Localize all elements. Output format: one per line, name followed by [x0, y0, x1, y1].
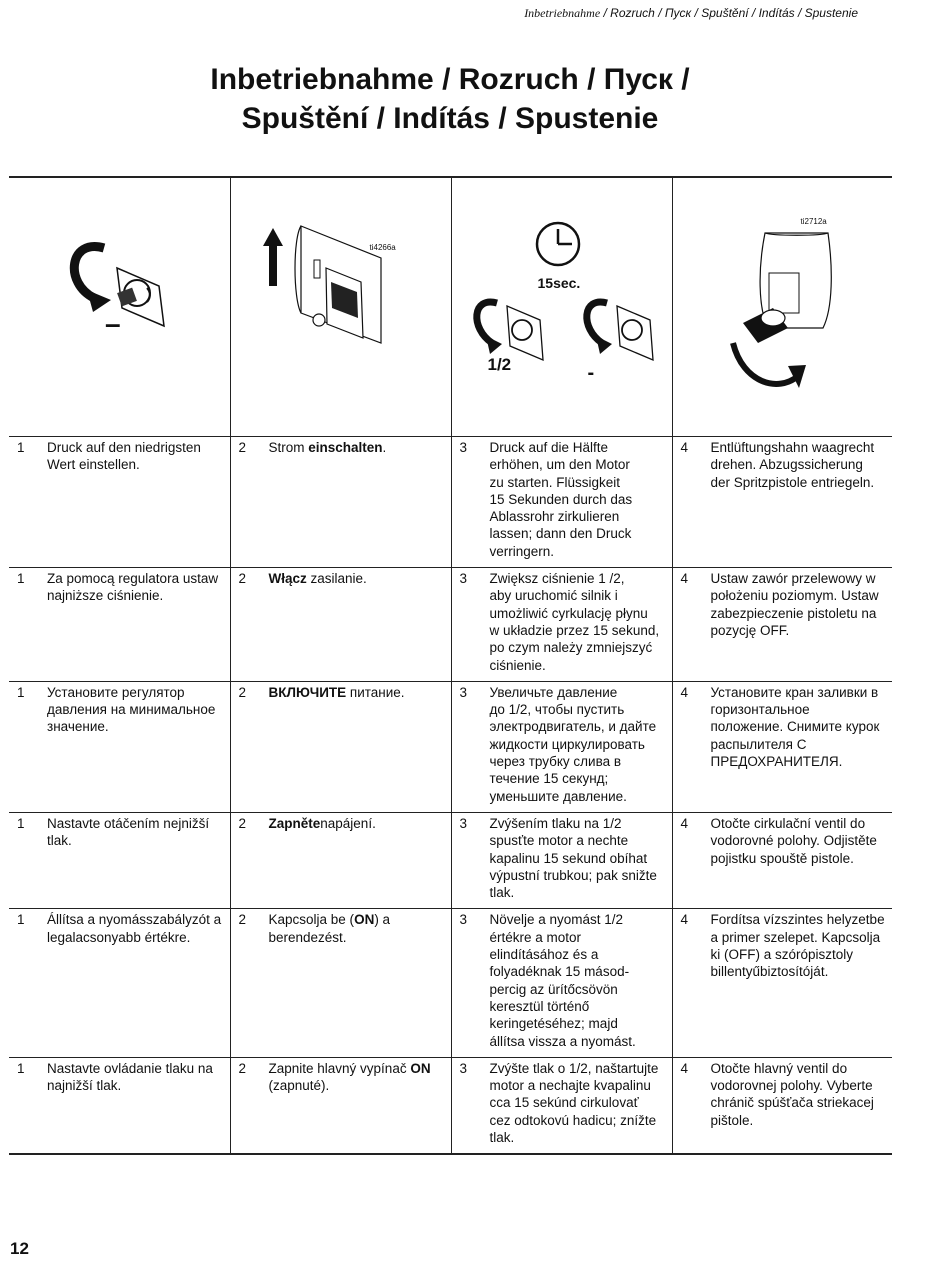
step-text-part: питание.: [346, 684, 405, 700]
figure-step-4: [672, 177, 892, 437]
step-cell: [9, 681, 230, 812]
step-text: [711, 684, 887, 770]
step-text: [269, 684, 445, 701]
step-text: [711, 439, 887, 491]
step-number: 2: [238, 684, 247, 700]
step-text-part: (zapnuté).: [268, 1078, 330, 1094]
page-title-line-1: Inbetriebnahme / Rozruch / Пуск /: [210, 63, 690, 96]
step-cell: [451, 812, 672, 908]
step-row-cs: [9, 812, 892, 908]
step-text-bold: Zapněte: [268, 815, 321, 831]
step-row-hu: [9, 909, 892, 1057]
step-number: 1: [17, 1060, 25, 1076]
step-text-bold: Włącz: [268, 571, 307, 587]
step-text: [269, 911, 445, 946]
step-text-bold: ON: [410, 1060, 431, 1076]
step-text: [47, 570, 224, 605]
step-text-part: ) a berendezést.: [268, 912, 391, 945]
step-text: [490, 1060, 666, 1146]
running-header: [524, 6, 858, 21]
step-text: [47, 815, 224, 850]
step-number: 3: [459, 684, 468, 700]
power-switch-on-icon: [231, 178, 452, 436]
step-text: [490, 911, 666, 1049]
step-number: 4: [680, 571, 689, 587]
step-cell: [451, 909, 672, 1057]
step-cell: [230, 437, 451, 568]
step-number: 4: [680, 684, 689, 700]
step-text: [269, 815, 445, 832]
step-number: 4: [680, 815, 689, 831]
running-header-first: Inbetriebnahme: [524, 6, 601, 20]
step-text: [47, 911, 224, 946]
step-text-part: napájení.: [320, 815, 376, 831]
step-text: [47, 1060, 224, 1095]
step-text-part: Zapnite hlavný vypínač: [268, 1060, 411, 1076]
running-header-rest: / Rozruch / Пуск / Spuštění / Indítás / Spustenie: [600, 6, 858, 20]
pressure-knob-turn-down-icon: [9, 178, 230, 436]
step-text-part: Установите регулятор давления на минимальное значение.: [47, 684, 216, 735]
step-number: 3: [459, 571, 468, 587]
step-number: 3: [459, 1060, 468, 1076]
step-text: [269, 570, 445, 587]
step-cell: [672, 681, 892, 812]
step-number: 1: [17, 571, 25, 587]
step-number: 2: [238, 912, 247, 928]
figure-step-1: [9, 177, 230, 437]
step-cell: [672, 437, 892, 568]
step-text: [269, 439, 445, 456]
step-cell: [230, 1057, 451, 1154]
step-text-part: Fordítsa vízszintes helyzetbe a primer szelepet. Kapcsolja ki (OFF) a szórópisztoly billentyűbiztosítóját.: [710, 912, 885, 980]
step-text: [490, 570, 666, 674]
step-cell: [9, 1057, 230, 1154]
figure-step-3: [451, 177, 672, 437]
step-cell: [230, 812, 451, 908]
step-text: [711, 815, 887, 867]
step-text-part: Zvýšením tlaku na 1/2 spusťte motor a nechte kapalinu 15 sekund obíhat výpustní trubkou; pak snižte tlak.: [489, 815, 657, 901]
step-number: 4: [680, 1060, 689, 1076]
step-text: [47, 439, 224, 474]
step-number: 2: [238, 571, 247, 587]
step-text-part: Zwiększ ciśnienie 1 /2, aby uruchomić silnik i umożliwić cyrkulację płynu w układzie przez 15 sekund, po czym należy zmniejszyć ciśnienie.: [489, 571, 660, 673]
step-text-part: Állítsa a nyomásszabályzót a legalacsonyabb értékre.: [47, 912, 222, 945]
step-number: 2: [238, 815, 247, 831]
step-text-part: Kapcsolja be (: [268, 912, 355, 928]
step-row-pl: [9, 568, 892, 682]
step-text-bold: einschalten: [308, 440, 383, 455]
step-number: 1: [17, 684, 25, 700]
step-text-part: Druck auf den niedrigsten Wert einstellen.: [47, 440, 201, 473]
step-cell: [230, 681, 451, 812]
step-cell: [451, 1057, 672, 1154]
figure-ref-ti4266a: ti4266a: [369, 243, 396, 252]
step-cell: [672, 568, 892, 682]
step-cell: [672, 812, 892, 908]
step-text-part: Nastavte ovládanie tlaku na najnižší tlak.: [47, 1060, 213, 1094]
step-number: 2: [238, 440, 247, 455]
knob-minus-icon: [586, 302, 652, 360]
half-pressure-label: 1/2: [487, 355, 512, 374]
step-number: 4: [680, 440, 689, 455]
page-title-line-2: Spuštění / Indítás / Spustenie: [241, 102, 659, 135]
step-cell: [230, 568, 451, 682]
step-text: [47, 684, 224, 736]
step-text-part: Ustaw zawór przelewowy w położeniu poziomym. Ustaw zabezpieczenie pistoletu na pozycję OFF.: [710, 571, 879, 638]
step-text-part: Otočte cirkulační ventil do vodorovné polohy. Odjistěte pojistku spouště pistole.: [710, 815, 877, 866]
step-row-sk: [9, 1057, 892, 1154]
step-text: [490, 815, 666, 901]
step-text-part: Установите кран заливки в горизонтальное положение. Снимите курок распылителя С ПРЕДОХРАНИТЕЛЯ.: [710, 684, 880, 770]
step-number: 4: [680, 912, 689, 928]
step-number: 1: [17, 815, 25, 831]
figure-ref-ti2712a: ti2712a: [800, 217, 827, 226]
step-cell: [451, 437, 672, 568]
step-row-de: [9, 437, 892, 568]
time-label: 15sec.: [537, 275, 581, 291]
step-text-bold: ON: [354, 912, 375, 928]
step-number: 3: [459, 912, 468, 928]
minus-label: –: [105, 308, 121, 339]
step-number: 1: [17, 912, 25, 928]
prime-valve-horizontal-icon: [673, 178, 893, 436]
step-text: [269, 1060, 445, 1095]
step-number: 2: [238, 1060, 247, 1076]
step-text: [711, 1060, 887, 1129]
step-text-part: .: [382, 440, 387, 455]
page-number: 12: [10, 1239, 29, 1258]
step-text: [490, 684, 666, 805]
step-text-part: Zvýšte tlak o 1/2, naštartujte motor a nechajte kvapalinu cca 15 sekúnd cirkulovať cez odtokovú hadicu; znížte tlak.: [489, 1060, 659, 1145]
step-text-part: Strom: [268, 440, 309, 455]
step-text: [490, 439, 666, 560]
startup-steps-table: [9, 176, 892, 1155]
step-number: 1: [17, 440, 25, 455]
step-cell: [451, 568, 672, 682]
clock-icon: [452, 178, 673, 436]
step-number: 3: [459, 440, 468, 455]
step-text-part: Za pomocą regulatora ustaw najniższe ciśnienie.: [47, 571, 219, 604]
step-cell: [451, 681, 672, 812]
step-text-bold: ВКЛЮЧИТЕ: [268, 684, 347, 700]
step-cell: [9, 437, 230, 568]
step-cell: [9, 568, 230, 682]
step-text-part: zasilanie.: [306, 571, 367, 587]
figure-step-2: [230, 177, 451, 437]
step-text-part: Увеличьте давление до 1/2, чтобы пустить электродвигатель, и дайте жидкости циркулировать через трубку слива в течение 15 секунд; уменьшите давление.: [489, 684, 657, 804]
step-cell: [672, 1057, 892, 1154]
step-text-part: Növelje a nyomást 1/2 értékre a motor elindításához és a folyadéknak 15 másod- percig az ürítőcsövön keresztül történő keringetéséhez; majd állítsa vissza a nyomást.: [489, 912, 636, 1049]
step-text-part: Entlüftungshahn waagrecht drehen. Abzugssicherung der Spritzpistole entriegeln.: [710, 440, 875, 490]
figure-row: [9, 177, 892, 437]
step-row-ru: [9, 681, 892, 812]
step-text-part: Otočte hlavný ventil do vodorovnej polohy. Vyberte chránič spúšťača striekacej pištole.: [710, 1060, 874, 1128]
step-text-part: Druck auf die Hälfte erhöhen, um den Motor zu starten. Flüssigkeit 15 Sekunden durch das Ablassrohr zirkulieren lassen; dann den Druck verringern.: [489, 440, 633, 559]
minus-label: -: [587, 362, 595, 384]
step-number: 3: [459, 815, 468, 831]
step-text: [711, 911, 887, 980]
page-title: [0, 60, 900, 138]
knob-half-icon: [476, 302, 542, 360]
step-cell: [230, 909, 451, 1057]
step-cell: [9, 909, 230, 1057]
step-cell: [672, 909, 892, 1057]
step-text-part: Nastavte otáčením nejnižší tlak.: [47, 815, 210, 849]
step-text: [711, 570, 887, 639]
step-cell: [9, 812, 230, 908]
